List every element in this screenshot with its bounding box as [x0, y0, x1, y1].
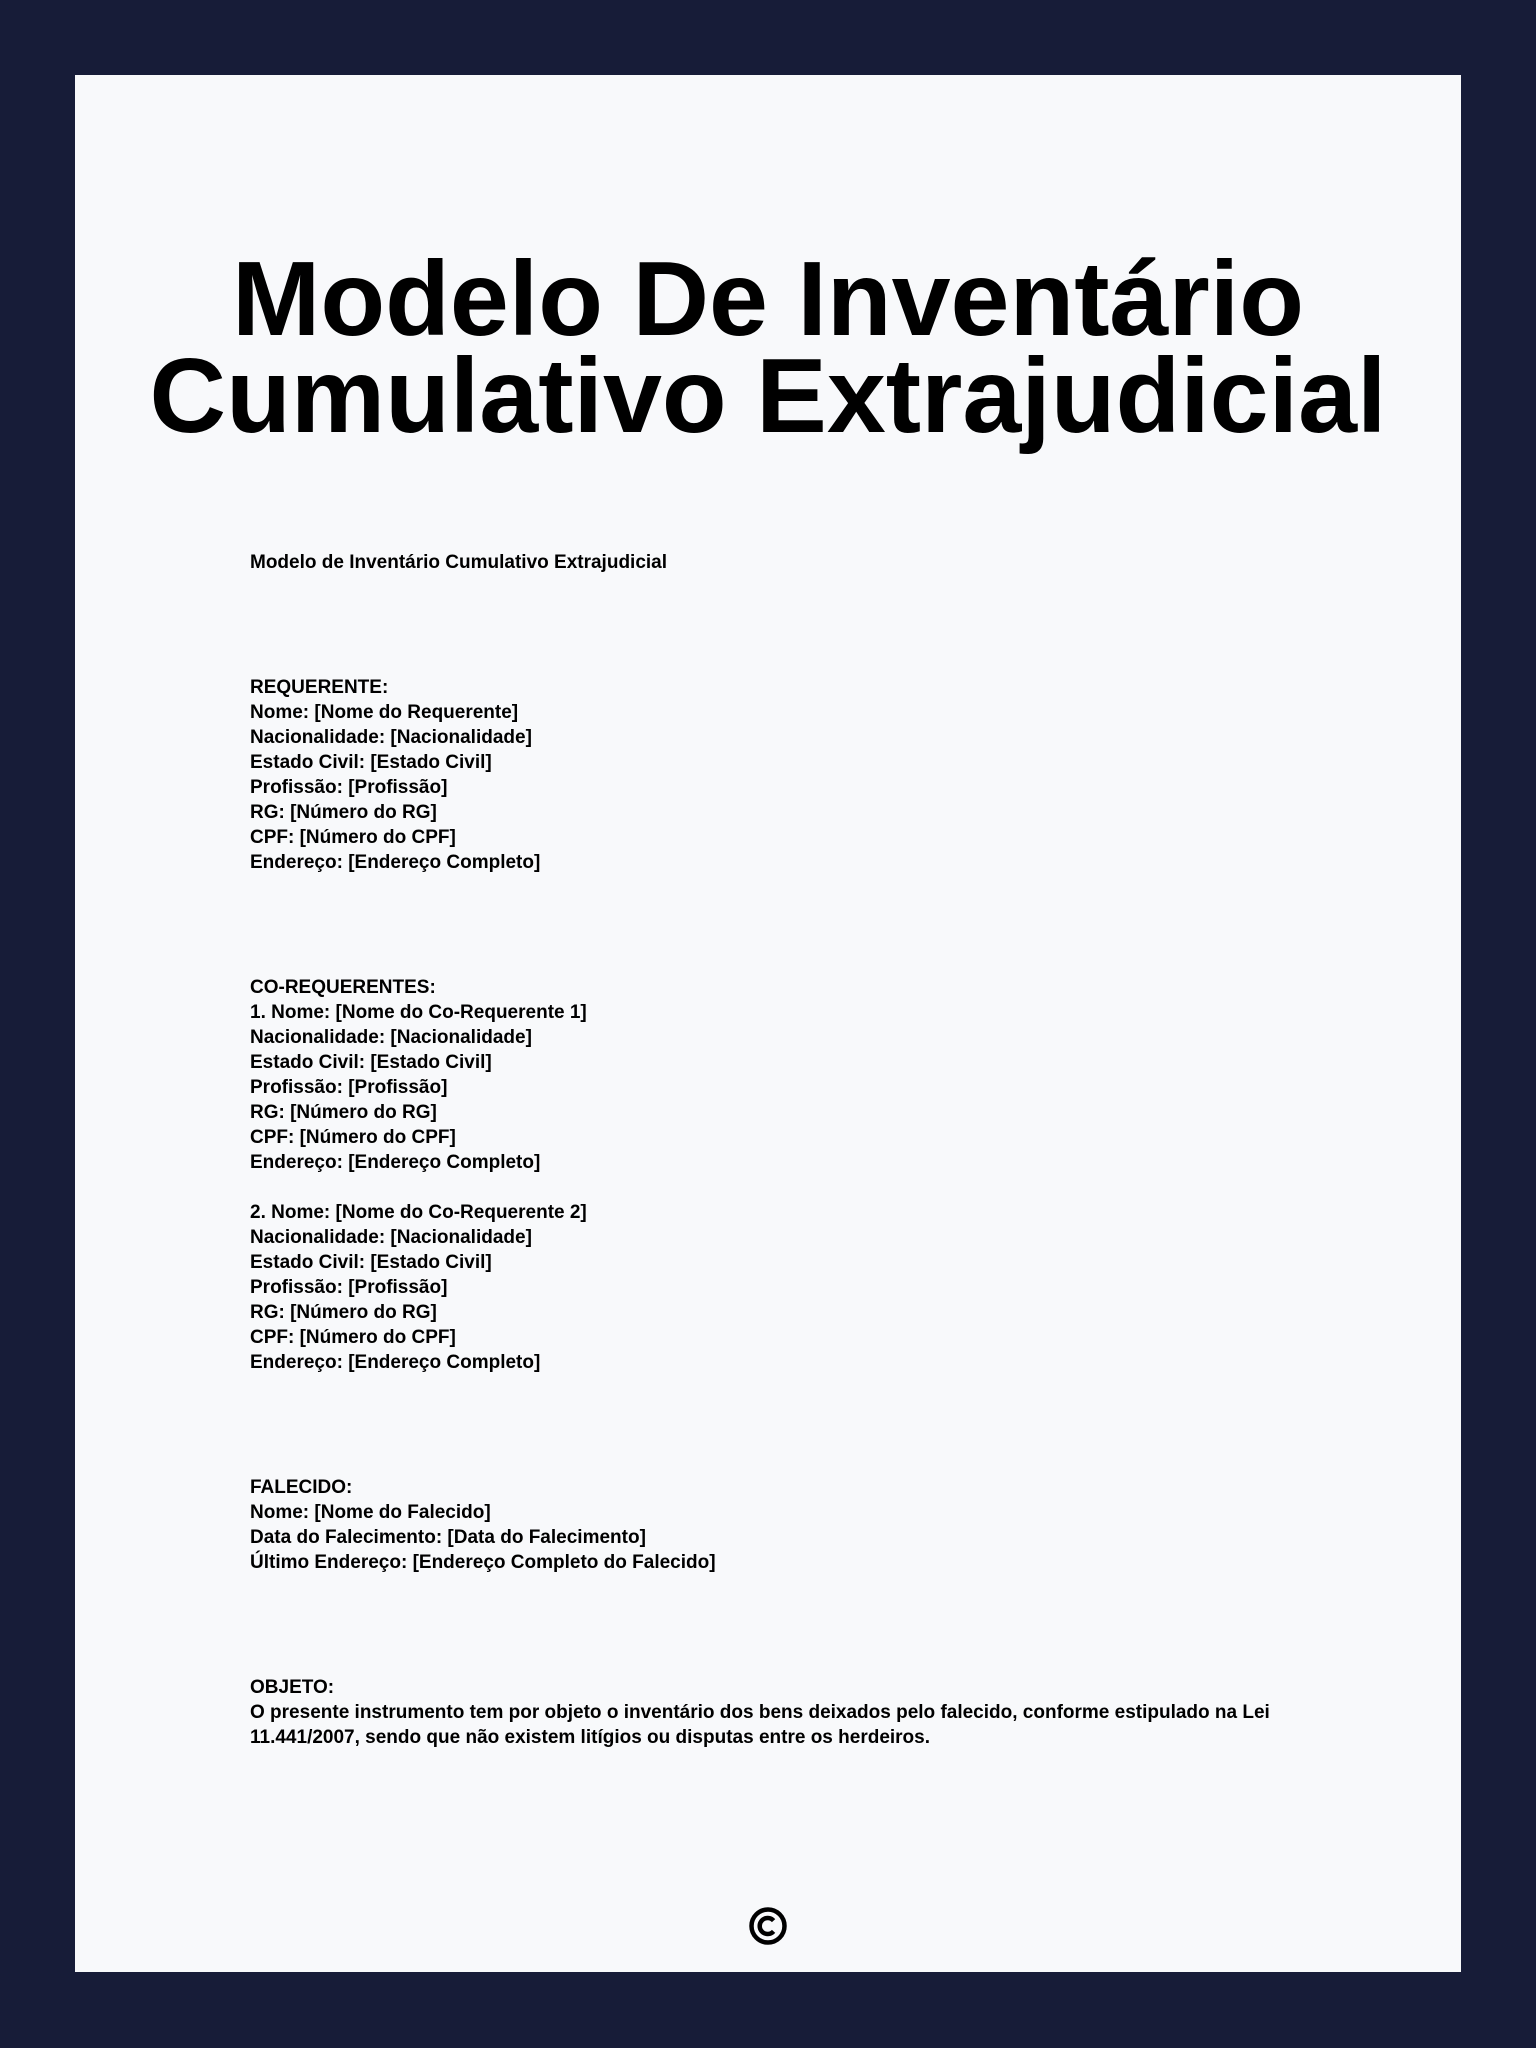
co-requerente-1-field: Profissão: [Profissão]: [250, 1077, 448, 1098]
co-requerente-1-field: CPF: [Número do CPF]: [250, 1127, 456, 1148]
requerente-field: Estado Civil: [Estado Civil]: [250, 752, 492, 773]
requerente-field: Endereço: [Endereço Completo]: [250, 852, 541, 873]
document-page: [75, 75, 1461, 1972]
co-requerente-2-field: CPF: [Número do CPF]: [250, 1327, 456, 1348]
subtitle-text: Modelo de Inventário Cumulativo Extrajudicial: [250, 552, 668, 573]
section-heading-falecido: FALECIDO:: [250, 1477, 353, 1498]
section-co-requerentes: [250, 975, 1310, 1175]
co-requerente-2-field: 2. Nome: [Nome do Co-Requerente 2]: [250, 1202, 587, 1223]
co-requerente-2-field: Nacionalidade: [Nacionalidade]: [250, 1227, 532, 1248]
objeto-paragraph: O presente instrumento tem por objeto o inventário dos bens deixados pelo falecido, conforme estipulado na Lei 11.441/2007, sendo que não existem litígios ou disputas entre os herdeiros.: [250, 1702, 1270, 1748]
co-requerente-2-field: Endereço: [Endereço Completo]: [250, 1352, 541, 1373]
section-requerente: [250, 675, 1310, 875]
document-title-line-2: Cumulativo Extrajudicial: [149, 337, 1387, 455]
co-requerente-2-block: [250, 1200, 1310, 1375]
requerente-field: Nome: [Nome do Requerente]: [250, 702, 519, 723]
co-requerente-1-field: Estado Civil: [Estado Civil]: [250, 1052, 492, 1073]
falecido-field: Data do Falecimento: [Data do Falecimento]: [250, 1527, 646, 1548]
requerente-field: Nacionalidade: [Nacionalidade]: [250, 727, 532, 748]
requerente-field: RG: [Número do RG]: [250, 802, 437, 823]
co-requerente-1-field: Nacionalidade: [Nacionalidade]: [250, 1027, 532, 1048]
copyright-icon: [743, 1901, 793, 1951]
section-falecido: [250, 1475, 1310, 1575]
falecido-field: Nome: [Nome do Falecido]: [250, 1502, 491, 1523]
section-objeto: [250, 1675, 1310, 1750]
section-heading-objeto: OBJETO:: [250, 1677, 335, 1698]
co-requerente-2-field: RG: [Número do RG]: [250, 1302, 437, 1323]
co-requerente-1-field: RG: [Número do RG]: [250, 1102, 437, 1123]
co-requerente-2-field: Profissão: [Profissão]: [250, 1277, 448, 1298]
co-requerente-1-field: 1. Nome: [Nome do Co-Requerente 1]: [250, 1002, 587, 1023]
document-title: [75, 240, 1461, 455]
document-subtitle: [250, 550, 1310, 575]
section-heading-requerente: REQUERENTE:: [250, 677, 389, 698]
requerente-field: Profissão: [Profissão]: [250, 777, 448, 798]
requerente-field: CPF: [Número do CPF]: [250, 827, 456, 848]
falecido-field: Último Endereço: [Endereço Completo do Falecido]: [250, 1552, 716, 1573]
co-requerente-1-field: Endereço: [Endereço Completo]: [250, 1152, 541, 1173]
document-title-line-1: Modelo De Inventário: [232, 240, 1304, 358]
co-requerente-2-field: Estado Civil: [Estado Civil]: [250, 1252, 492, 1273]
section-heading-co-requerentes: CO-REQUERENTES:: [250, 977, 436, 998]
